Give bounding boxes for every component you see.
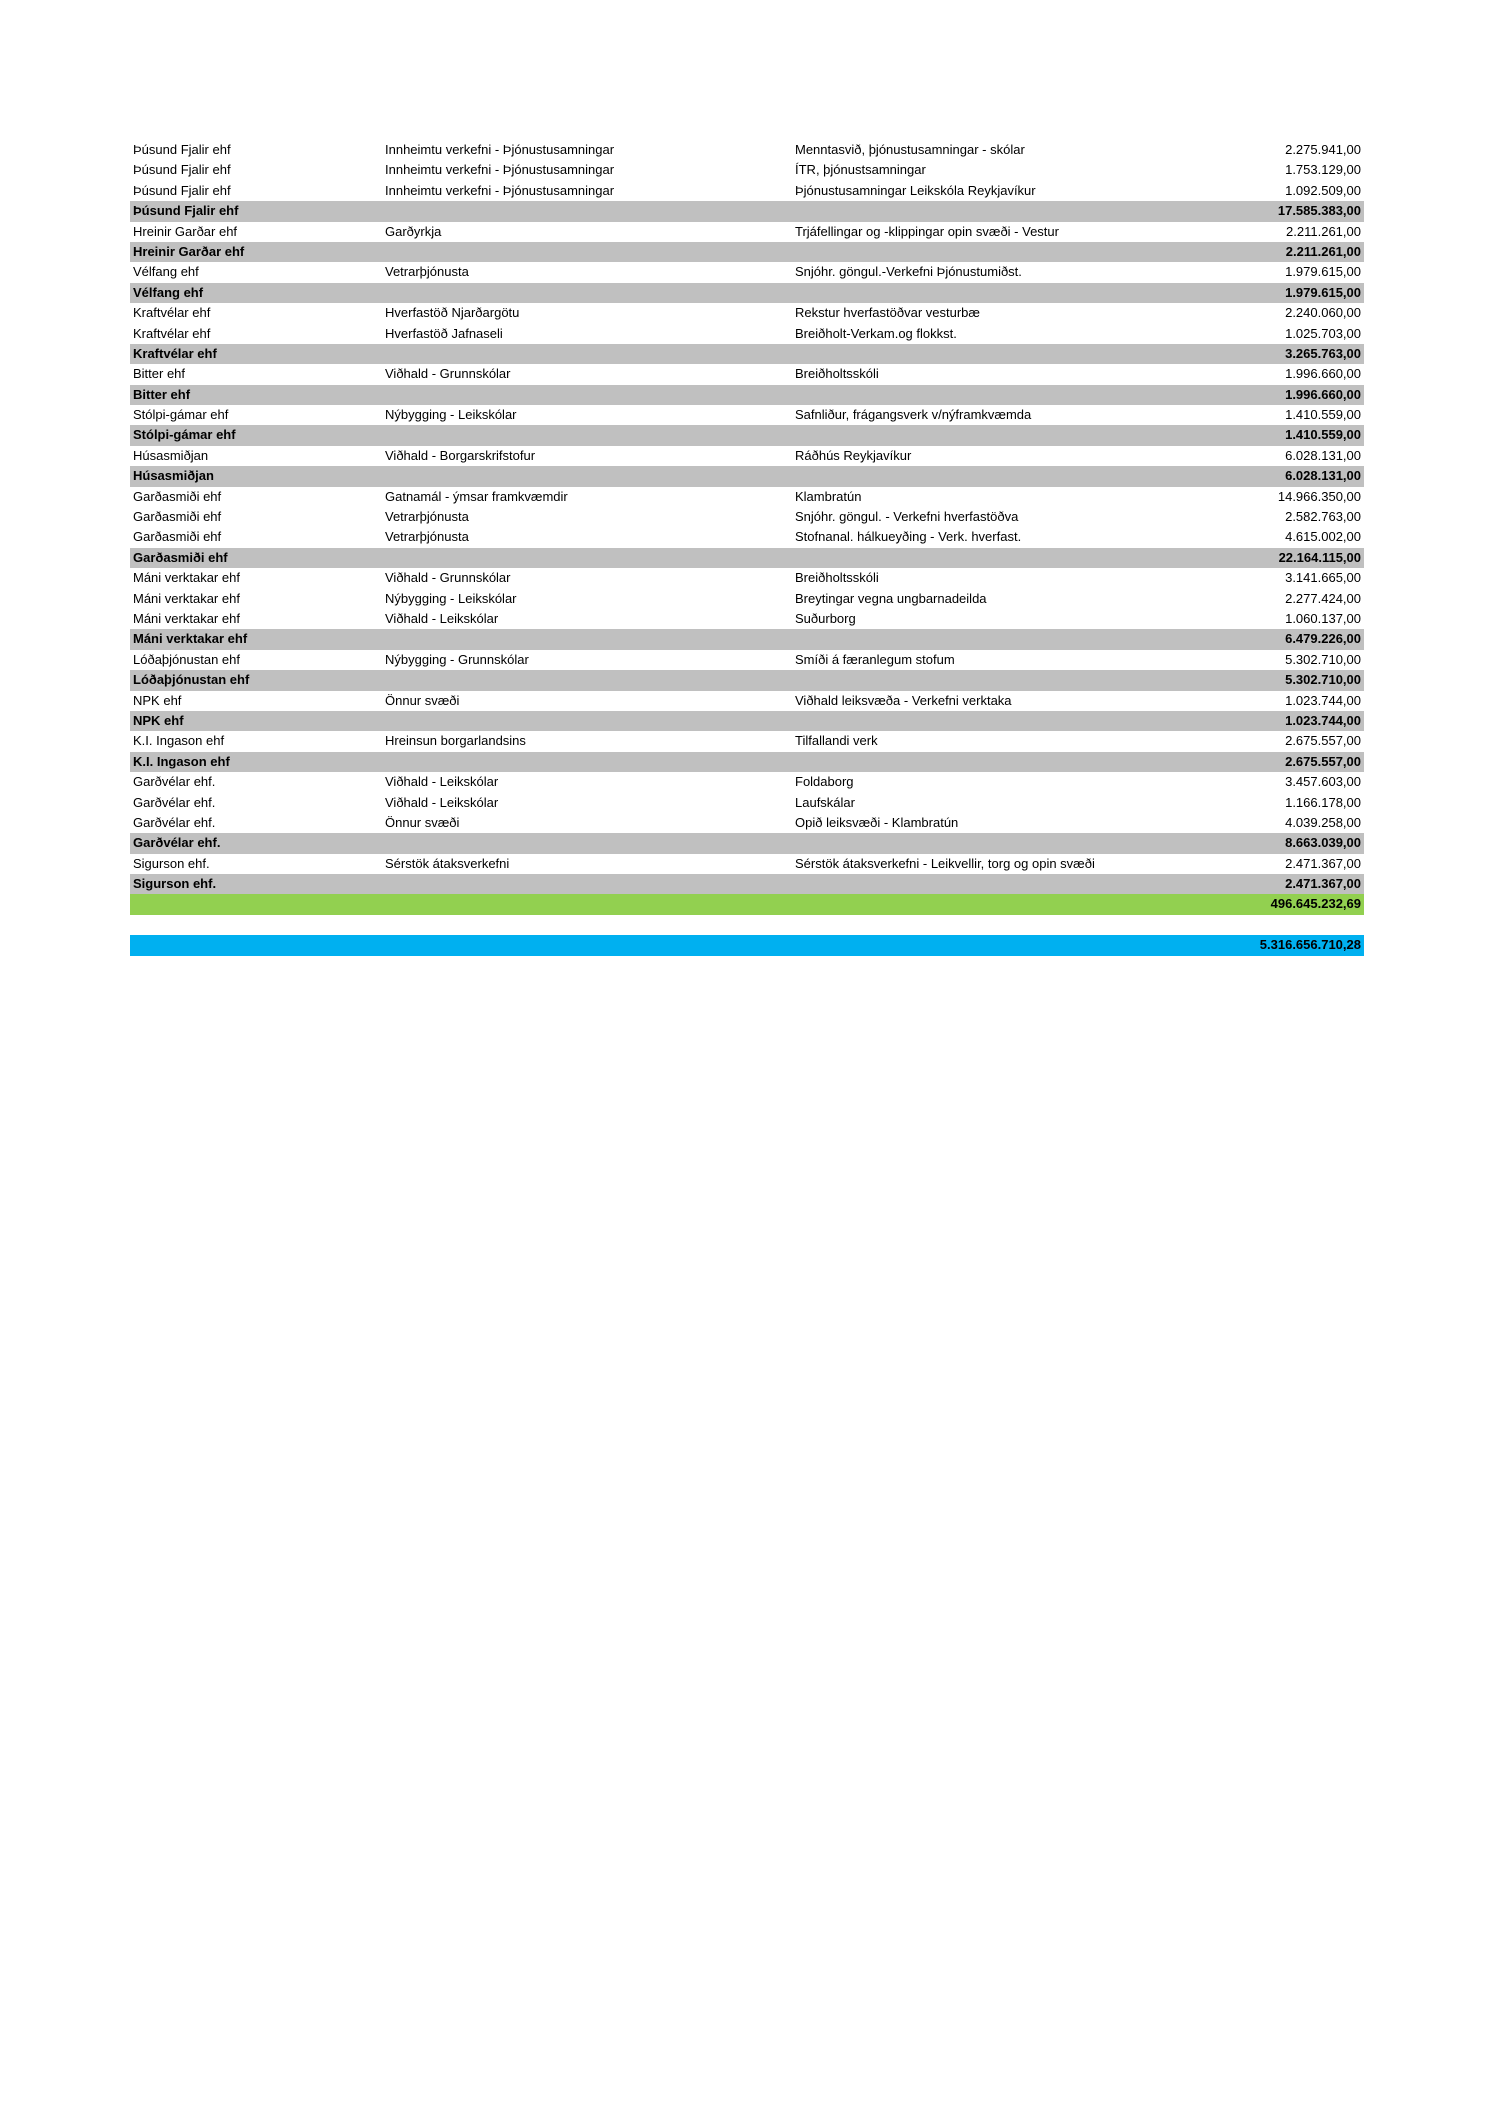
table-row	[130, 140, 1364, 160]
table-row	[130, 222, 1364, 242]
project-cell: Breiðholtsskóli	[795, 366, 879, 382]
table-row	[130, 262, 1364, 282]
vendor-cell: Garðvélar ehf.	[133, 835, 221, 851]
amount-cell: 2.211.261,00	[1285, 243, 1361, 259]
subtotal-row	[130, 670, 1364, 690]
table-row	[130, 160, 1364, 180]
overall-total-row	[130, 935, 1364, 955]
amount-cell: 4.039.258,00	[1285, 814, 1361, 830]
project-cell: Breiðholt-Verkam.og flokkst.	[795, 325, 957, 341]
subtotal-row	[130, 711, 1364, 731]
project-cell: Laufskálar	[795, 794, 855, 810]
project-cell: Viðhald leiksvæða - Verkefni verktaka	[795, 692, 1012, 708]
category-cell: Viðhald - Leikskólar	[385, 610, 499, 626]
vendor-cell: Bitter ehf	[133, 386, 191, 402]
grand-total-row	[130, 894, 1364, 914]
category-cell: Sérstök átaksverkefni	[385, 855, 510, 871]
amount-cell: 3.141.665,00	[1285, 570, 1361, 586]
subtotal-row	[130, 385, 1364, 405]
subtotal-row	[130, 752, 1364, 772]
project-cell: Breiðholtsskóli	[795, 570, 879, 586]
vendor-cell: K.I. Ingason ehf	[133, 733, 225, 749]
subtotal-row	[130, 874, 1364, 894]
amount-cell: 1.979.615,00	[1285, 264, 1361, 280]
project-cell: Safnliður, frágangsverk v/nýframkvæmda	[795, 407, 1032, 423]
vendor-cell: Máni verktakar ehf	[133, 590, 240, 606]
project-cell: Stofnanal. hálkueyðing - Verk. hverfast.	[795, 529, 1022, 545]
category-cell: Innheimtu verkefni - Þjónustusamningar	[385, 162, 615, 178]
table-row	[130, 589, 1364, 609]
vendor-cell: NPK ehf	[133, 692, 182, 708]
amount-cell: 1.410.559,00	[1285, 427, 1361, 443]
amount-cell: 1.060.137,00	[1285, 610, 1361, 626]
amount-cell: 4.615.002,00	[1285, 529, 1361, 545]
subtotal-row	[130, 283, 1364, 303]
table-row	[130, 405, 1364, 425]
subtotal-row	[130, 344, 1364, 364]
amount-cell: 2.471.367,00	[1285, 855, 1361, 871]
vendor-cell: Stólpi-gámar ehf	[133, 427, 236, 443]
project-cell: Þjónustusamningar Leikskóla Reykjavíkur	[795, 182, 1036, 198]
grand-total-amount: 496.645.232,69	[1270, 896, 1361, 912]
table-row	[130, 813, 1364, 833]
vendor-cell: NPK ehf	[133, 712, 184, 728]
table-row	[130, 854, 1364, 874]
project-cell: Trjáfellingar og -klippingar opin svæði - Vestur	[795, 223, 1059, 239]
vendor-cell: Þúsund Fjalir ehf	[133, 142, 231, 157]
category-cell: Vetrarþjónusta	[385, 529, 469, 545]
category-cell: Önnur svæði	[385, 692, 460, 708]
table-row	[130, 731, 1364, 751]
amount-cell: 1.092.509,00	[1285, 182, 1361, 198]
vendor-cell: Kraftvélar ehf	[133, 325, 211, 341]
vendor-cell: Sigurson ehf.	[133, 876, 217, 892]
amount-cell: 22.164.115,00	[1278, 549, 1361, 565]
project-cell: Foldaborg	[795, 774, 854, 790]
vendor-cell: Vélfang ehf	[133, 284, 204, 300]
vendor-cell: Garðasmiði ehf	[133, 509, 222, 525]
vendor-cell: Hreinir Garðar ehf	[133, 243, 245, 259]
vendor-cell: Þúsund Fjalir ehf	[133, 182, 231, 198]
table-row	[130, 303, 1364, 323]
project-cell: Rekstur hverfastöðvar vesturbæ	[795, 305, 980, 321]
amount-cell: 6.028.131,00	[1285, 468, 1361, 484]
project-cell: Suðurborg	[795, 610, 856, 626]
amount-cell: 3.265.763,00	[1285, 345, 1361, 361]
vendor-cell: Garðasmiði ehf	[133, 529, 222, 545]
project-cell: Sérstök átaksverkefni - Leikvellir, torg og opin svæði	[795, 855, 1095, 871]
amount-cell: 2.275.941,00	[1285, 142, 1361, 157]
amount-cell: 1.023.744,00	[1285, 712, 1361, 728]
subtotal-row	[130, 242, 1364, 262]
table-row	[130, 364, 1364, 384]
table-row	[130, 772, 1364, 792]
amount-cell: 5.302.710,00	[1285, 651, 1361, 667]
vendor-cell: Sigurson ehf.	[133, 855, 210, 871]
vendor-cell: Stólpi-gámar ehf	[133, 407, 229, 423]
amount-cell: 5.302.710,00	[1285, 672, 1361, 688]
amount-cell: 2.582.763,00	[1285, 509, 1361, 525]
table-row	[130, 507, 1364, 527]
category-cell: Gatnamál - ýmsar framkvæmdir	[385, 488, 568, 504]
subtotal-row	[130, 466, 1364, 486]
project-cell: Opið leiksvæði - Klambratún	[795, 814, 959, 830]
vendor-cell: Kraftvélar ehf	[133, 305, 211, 321]
category-cell: Viðhald - Leikskólar	[385, 794, 499, 810]
vendor-cell: Garðasmiði ehf	[133, 549, 228, 565]
table-body	[130, 140, 1364, 894]
category-cell: Innheimtu verkefni - Þjónustusamningar	[385, 182, 615, 198]
table-row	[130, 527, 1364, 547]
amount-cell: 1.753.129,00	[1285, 162, 1361, 178]
project-cell: Menntasvið, þjónustusamningar - skólar	[795, 142, 1025, 157]
amount-cell: 1.996.660,00	[1285, 366, 1361, 382]
vendor-cell: Máni verktakar ehf	[133, 610, 240, 626]
category-cell: Vetrarþjónusta	[385, 509, 469, 525]
vendor-cell: Húsasmiðjan	[133, 447, 209, 463]
category-cell: Nýbygging - Leikskólar	[385, 590, 517, 606]
vendor-cell: Vélfang ehf	[133, 264, 199, 280]
spacer-row	[130, 915, 1364, 935]
category-cell: Önnur svæði	[385, 814, 460, 830]
category-cell: Hverfastöð Njarðargötu	[385, 305, 520, 321]
subtotal-row	[130, 548, 1364, 568]
vendor-cell: Húsasmiðjan	[133, 468, 214, 484]
category-cell: Hreinsun borgarlandsins	[385, 733, 526, 749]
project-cell: Breytingar vegna ungbarnadeilda	[795, 590, 987, 606]
category-cell: Nýbygging - Grunnskólar	[385, 651, 529, 667]
vendor-cell: Þúsund Fjalir ehf	[133, 162, 231, 178]
subtotal-row	[130, 833, 1364, 853]
table-row	[130, 324, 1364, 344]
category-cell: Vetrarþjónusta	[385, 264, 469, 280]
amount-cell: 6.028.131,00	[1285, 447, 1361, 463]
project-cell: Ráðhús Reykjavíkur	[795, 447, 912, 463]
vendor-cell: K.I. Ingason ehf	[133, 753, 230, 769]
overall-total-amount: 5.316.656.710,28	[1259, 937, 1361, 953]
amount-cell: 6.479.226,00	[1285, 631, 1361, 647]
category-cell: Innheimtu verkefni - Þjónustusamningar	[385, 142, 615, 157]
project-cell: Smíði á færanlegum stofum	[795, 651, 955, 667]
category-cell: Viðhald - Borgarskrifstofur	[385, 447, 536, 463]
amount-cell: 17.585.383,00	[1277, 203, 1361, 219]
vendor-cell: Lóðaþjónustan ehf	[133, 672, 250, 688]
table-row	[130, 568, 1364, 588]
subtotal-row	[130, 629, 1364, 649]
vendor-cell: Hreinir Garðar ehf	[133, 223, 238, 239]
table-row	[130, 609, 1364, 629]
amount-cell: 2.211.261,00	[1286, 223, 1361, 239]
vendor-cell: Lóðaþjónustan ehf	[133, 651, 240, 667]
project-cell: Snjóhr. göngul.-Verkefni Þjónustumiðst.	[795, 264, 1022, 280]
category-cell: Garðyrkja	[385, 223, 442, 239]
amount-cell: 3.457.603,00	[1285, 774, 1361, 790]
amount-cell: 2.675.557,00	[1285, 753, 1361, 769]
amount-cell: 1.410.559,00	[1285, 407, 1361, 423]
project-cell: Tilfallandi verk	[795, 733, 878, 749]
category-cell: Viðhald - Leikskólar	[385, 774, 499, 790]
vendor-cell: Garðvélar ehf.	[133, 814, 216, 830]
project-cell: Snjóhr. göngul. - Verkefni hverfastöðva	[795, 509, 1019, 525]
table-row	[130, 446, 1364, 466]
vendor-cell: Garðasmiði ehf	[133, 488, 222, 504]
project-cell: ÍTR, þjónustsamningar	[795, 162, 926, 178]
vendor-cell: Þúsund Fjalir ehf	[133, 203, 239, 219]
vendor-cell: Garðvélar ehf.	[133, 794, 216, 810]
amount-cell: 14.966.350,00	[1277, 488, 1361, 504]
project-cell: Klambratún	[795, 488, 862, 504]
amount-cell: 2.675.557,00	[1285, 733, 1361, 749]
vendor-cell: Máni verktakar ehf	[133, 631, 248, 647]
category-cell: Viðhald - Grunnskólar	[385, 570, 511, 586]
table-row	[130, 691, 1364, 711]
vendor-cell: Garðvélar ehf.	[133, 774, 216, 790]
amount-cell: 1.166.178,00	[1285, 794, 1361, 810]
vendor-cell: Kraftvélar ehf	[133, 345, 217, 361]
amount-cell: 1.025.703,00	[1285, 325, 1361, 341]
table-row	[130, 650, 1364, 670]
amount-cell: 2.240.060,00	[1285, 305, 1361, 321]
table-row	[130, 181, 1364, 201]
spreadsheet-table	[130, 140, 1364, 956]
amount-cell: 1.996.660,00	[1285, 386, 1361, 402]
table-row	[130, 487, 1364, 507]
amount-cell: 1.979.615,00	[1285, 284, 1361, 300]
amount-cell: 2.471.367,00	[1285, 876, 1361, 892]
amount-cell: 2.277.424,00	[1285, 590, 1361, 606]
vendor-cell: Máni verktakar ehf	[133, 570, 240, 586]
subtotal-row	[130, 425, 1364, 445]
category-cell: Viðhald - Grunnskólar	[385, 366, 511, 382]
amount-cell: 1.023.744,00	[1285, 692, 1361, 708]
table-row	[130, 793, 1364, 813]
vendor-cell: Bitter ehf	[133, 366, 186, 382]
subtotal-row	[130, 201, 1364, 221]
amount-cell: 8.663.039,00	[1285, 835, 1361, 851]
category-cell: Nýbygging - Leikskólar	[385, 407, 517, 423]
category-cell: Hverfastöð Jafnaseli	[385, 325, 503, 341]
